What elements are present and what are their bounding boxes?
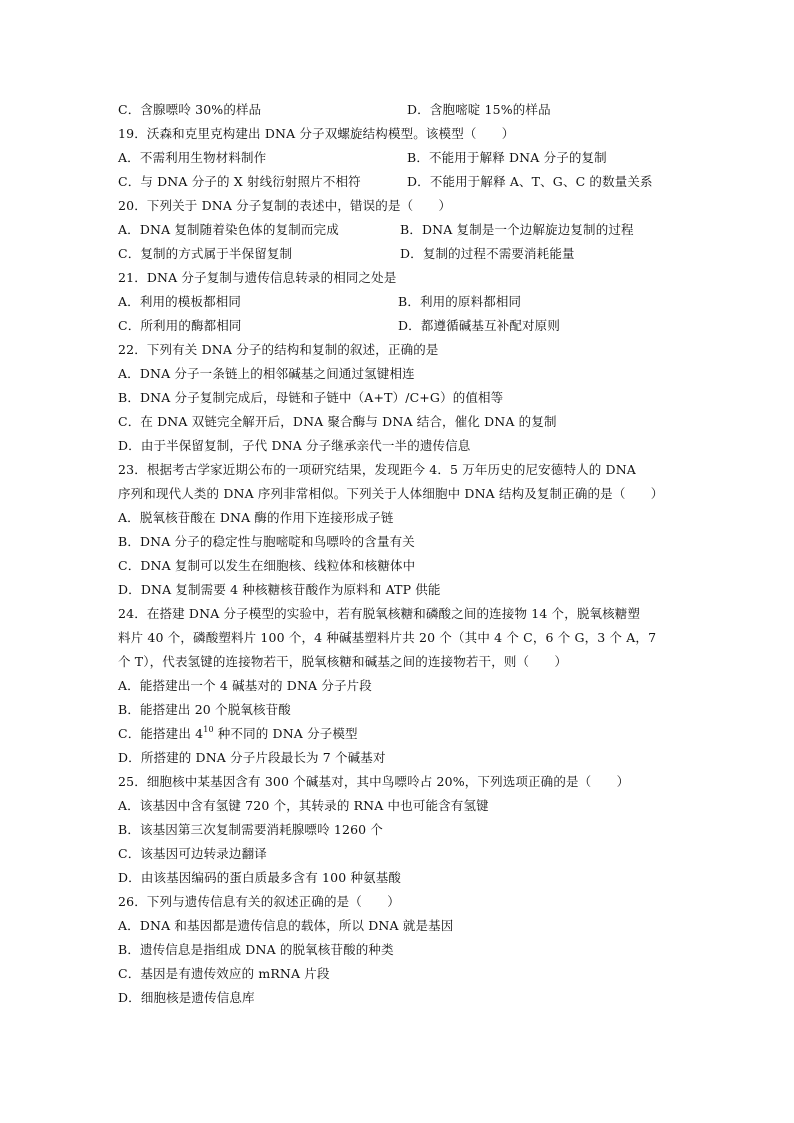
q23-option-d: D．DNA 复制需要 4 种核糖核苷酸作为原料和 ATP 供能 xyxy=(118,582,441,597)
q25-stem: 25．细胞核中某基因含有 300 个碱基对，其中鸟嘌呤占 20%，下列选项正确的是（ ） xyxy=(118,774,630,789)
q26-option-a: A．DNA 和基因都是遗传信息的载体，所以 DNA 就是基因 xyxy=(118,918,454,933)
q20-option-a: A．DNA 复制随着染色体的复制而完成 xyxy=(118,222,339,237)
q22-option-a: A．DNA 分子一条链上的相邻碱基之间通过氢键相连 xyxy=(118,366,415,381)
q22-stem: 22．下列有关 DNA 分子的结构和复制的叙述，正确的是 xyxy=(118,342,439,357)
q24-option-d: D．所搭建的 DNA 分子片段最长为 7 个碱基对 xyxy=(118,750,386,765)
q24-stem-line-2: 料片 40 个，磷酸塑料片 100 个，4 种碱基塑料片共 20 个（其中 4 个 C，6 个 G，3 个 A，7 xyxy=(118,630,657,645)
q24-option-c-suffix: 种不同的 DNA 分子模型 xyxy=(213,726,358,741)
q19-option-b: B．不能用于解释 DNA 分子的复制 xyxy=(407,150,607,165)
q25-option-a: A．该基因中含有氢键 720 个，其转录的 RNA 中也可能含有氢键 xyxy=(118,798,489,813)
q21-option-a: A．利用的模板都相同 xyxy=(118,294,242,309)
q26-option-b: B．遗传信息是指组成 DNA 的脱氧核苷酸的种类 xyxy=(118,942,394,957)
q21-stem: 21．DNA 分子复制与遗传信息转录的相同之处是 xyxy=(118,270,397,285)
q26-option-d: D．细胞核是遗传信息库 xyxy=(118,990,255,1005)
q25-option-b: B．该基因第三次复制需要消耗腺嘌呤 1260 个 xyxy=(118,822,384,837)
q23-stem-line-1: 23．根据考古学家近期公布的一项研究结果，发现距今 4．5 万年历史的尼安德特人的 DNA xyxy=(118,462,636,477)
q20-option-d: D．复制的过程不需要消耗能量 xyxy=(400,246,575,261)
q21-option-c: C．所利用的酶都相同 xyxy=(118,318,242,333)
q26-option-c: C．基因是有遗传效应的 mRNA 片段 xyxy=(118,966,330,981)
q19-option-a: A．不需利用生物材料制作 xyxy=(118,150,267,165)
q20-stem: 20．下列关于 DNA 分子复制的表述中，错误的是（ ） xyxy=(118,198,452,213)
q23-option-b: B．DNA 分子的稳定性与胞嘧啶和鸟嘌呤的含量有关 xyxy=(118,534,415,549)
q19-option-c: C．与 DNA 分子的 X 射线衍射照片不相符 xyxy=(118,174,361,189)
q24-option-c-exponent: 10 xyxy=(203,724,214,734)
q21-option-b: B．利用的原料都相同 xyxy=(398,294,522,309)
q24-stem-line-1: 24．在搭建 DNA 分子模型的实验中，若有脱氧核糖和磷酸之间的连接物 14 个，脱氧核糖塑 xyxy=(118,606,641,621)
q22-option-d: D．由于半保留复制，子代 DNA 分子继承亲代一半的遗传信息 xyxy=(118,438,471,453)
q23-option-c: C．DNA 复制可以发生在细胞核、线粒体和核糖体中 xyxy=(118,558,416,573)
q22-option-c: C．在 DNA 双链完全解开后，DNA 聚合酶与 DNA 结合，催化 DNA 的复制 xyxy=(118,414,557,429)
q19-stem: 19．沃森和克里克构建出 DNA 分子双螺旋结构模型。该模型（ ） xyxy=(118,126,515,141)
q19-option-d: D．不能用于解释 A、T、G、C 的数量关系 xyxy=(407,174,653,189)
q25-option-d: D．由该基因编码的蛋白质最多含有 100 种氨基酸 xyxy=(118,870,402,885)
q23-stem-line-2: 序列和现代人类的 DNA 序列非常相似。下列关于人体细胞中 DNA 结构及复制正确的是（ ） xyxy=(118,486,664,501)
q20-option-b: B．DNA 复制是一个边解旋边复制的过程 xyxy=(400,222,634,237)
q18-option-c: C．含腺嘌呤 30%的样品 xyxy=(118,102,262,117)
q24-option-b: B．能搭建出 20 个脱氧核苷酸 xyxy=(118,702,291,717)
q24-option-c-prefix: C．能搭建出 4 xyxy=(118,726,204,741)
q25-option-c: C．该基因可边转录边翻译 xyxy=(118,846,267,861)
q24-option-c xyxy=(118,725,358,743)
q20-option-c: C．复制的方式属于半保留复制 xyxy=(118,246,293,261)
q24-option-a: A．能搭建出一个 4 碱基对的 DNA 分子片段 xyxy=(118,678,372,693)
q23-option-a: A．脱氧核苷酸在 DNA 酶的作用下连接形成子链 xyxy=(118,510,394,525)
q26-stem: 26．下列与遗传信息有关的叙述正确的是（ ） xyxy=(118,894,400,909)
q22-option-b: B．DNA 分子复制完成后，母链和子链中（A+T）/C+G）的值相等 xyxy=(118,390,504,405)
q18-option-d: D．含胞嘧啶 15%的样品 xyxy=(407,102,551,117)
q24-stem-line-3: 个 T），代表氢键的连接物若干，脱氧核糖和碱基之间的连接物若干，则（ ） xyxy=(118,654,568,669)
q21-option-d: D．都遵循碱基互补配对原则 xyxy=(398,318,560,333)
